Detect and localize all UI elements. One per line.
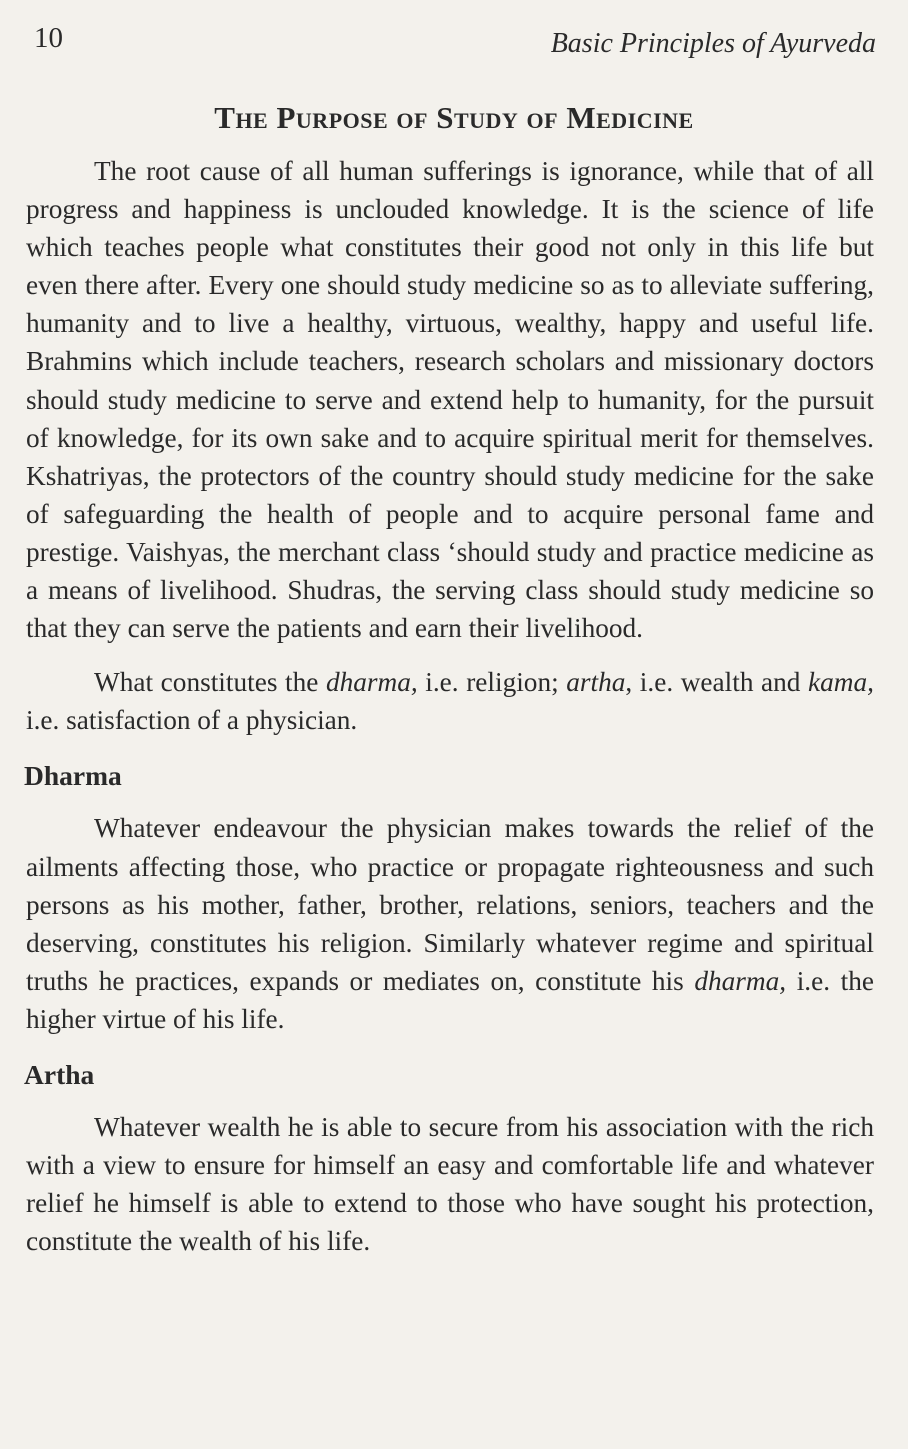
text-span: , i.e. wealth and [625,667,809,698]
paragraph-artha: Whatever wealth he is able to secure from his association with the rich with a view to ensure for himself an easy and comfortable life and whatever relief he himself is able to extend to those who have sought his protection, constitute the wealth of his life. [26,1111,874,1257]
term-dharma: dharma, [325,667,418,698]
text-span: i.e. religion; [417,667,567,698]
text-span: Whatever endeavour the physician makes towards the relief of the ailments affecting those, who practice or propagate righteousness and such persons as his mother, father, brother, relations, seniors, teachers and the deserving, constitutes his religion. Similarly whatever regime and spiritual truths he practices, expands or mediates on, constitute his [26,813,874,996]
paragraph-definitions [26,663,874,739]
page-number: 10 [34,22,63,54]
paragraph-dharma [26,809,874,1038]
book-title: Basic Principles of Ayurveda [550,28,876,59]
section-title: The Purpose of Study of Medicine [214,100,694,135]
paragraph-purpose: The root cause of all human sufferings is ignorance, while that of all progress and happiness is unclouded knowledge. It is the science of life which teaches people what constitutes their good not only in this life but even there after. Every one should study medicine so as to alleviate suffering, humanity and to live a healthy, virtuous, wealthy, happy and useful life. Brahmins which include teachers, research scholars and missionary doctors should study medicine to serve and extend help to humanity, for the pursuit of knowledge, for its own sake and to acquire spiritual merit for themselves. Kshatriyas, the protectors of the country should study medicine for the sake of safeguarding the health of people and to acquire personal fame and prestige. Vaishyas, the merchant class ‘should study and practice medicine as a means of livelihood. Shudras, the serving class should study medicine so that they can serve the patients and earn their livelihood. [26,156,874,644]
term-dharma: dharma, [694,965,787,996]
body-text [26,152,874,1260]
text-span: What constitutes the [94,667,326,698]
heading-dharma: Dharma [24,760,122,792]
text-span: i.e. the higher virtue of his life. [26,965,874,1034]
term-artha: artha [566,667,626,698]
term-kama: kama, [808,667,874,698]
running-header [30,22,876,62]
text-span: i.e. satisfaction of a physician. [26,705,358,736]
heading-artha: Artha [24,1058,95,1090]
